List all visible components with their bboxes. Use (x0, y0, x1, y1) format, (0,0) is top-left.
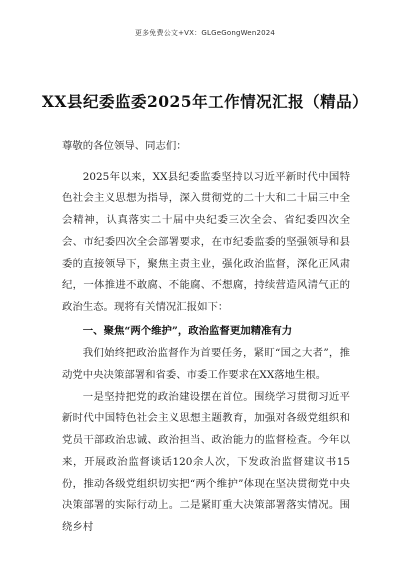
salutation: 尊敬的各位领导、同志们： (62, 140, 187, 152)
header-note: 更多免费公文+VX：GLGeGongWen2024 (134, 29, 276, 37)
document-title: XX县纪委监委2025年工作情况汇报（精品） (41, 92, 369, 111)
section-1-paragraph-2: 一是坚持把党的政治建设摆在首位。围绕学习贯彻习近平新时代中国特色社会主义思想主题教育，加强对各级党组织和党员干部政治忠诚、政治担当、政治能力的监督检查。今年以来，开展政治监督谈话120余人次，下发政治监督建议书15份，推动各级党组织切实把“两个维护”体现在坚决贯彻党中央决策部署的实际行动上。二是紧盯重大决策部署落实情况。围绕乡村 (62, 390, 350, 533)
section-1-paragraph-1: 我们始终把政治监督作为首要任务，紧盯“国之大者”，推动党中央决策部署和省委、市委工作要求在XX落地生根。 (62, 347, 350, 382)
intro-paragraph: 2025年以来，XX县纪委监委坚持以习近平新时代中国特色社会主义思想为指导，深入贯彻党的二十大和二十届三中全会精神，认真落实二十届中央纪委三次全会、省纪委四次全会、市纪委四次全会部署要求，在市纪委监委的坚强领导和县委的直接领导下，聚焦主责主业，强化政治监督，深化正风肃纪，一体推进不敢腐、不能腐、不想腐，持续营造风清气正的政治生态。现将有关情况汇报如下： (62, 170, 350, 313)
document-body (62, 136, 350, 539)
section-heading-1: 一、聚焦“两个维护”，政治监督更加精准有力 (82, 324, 293, 337)
